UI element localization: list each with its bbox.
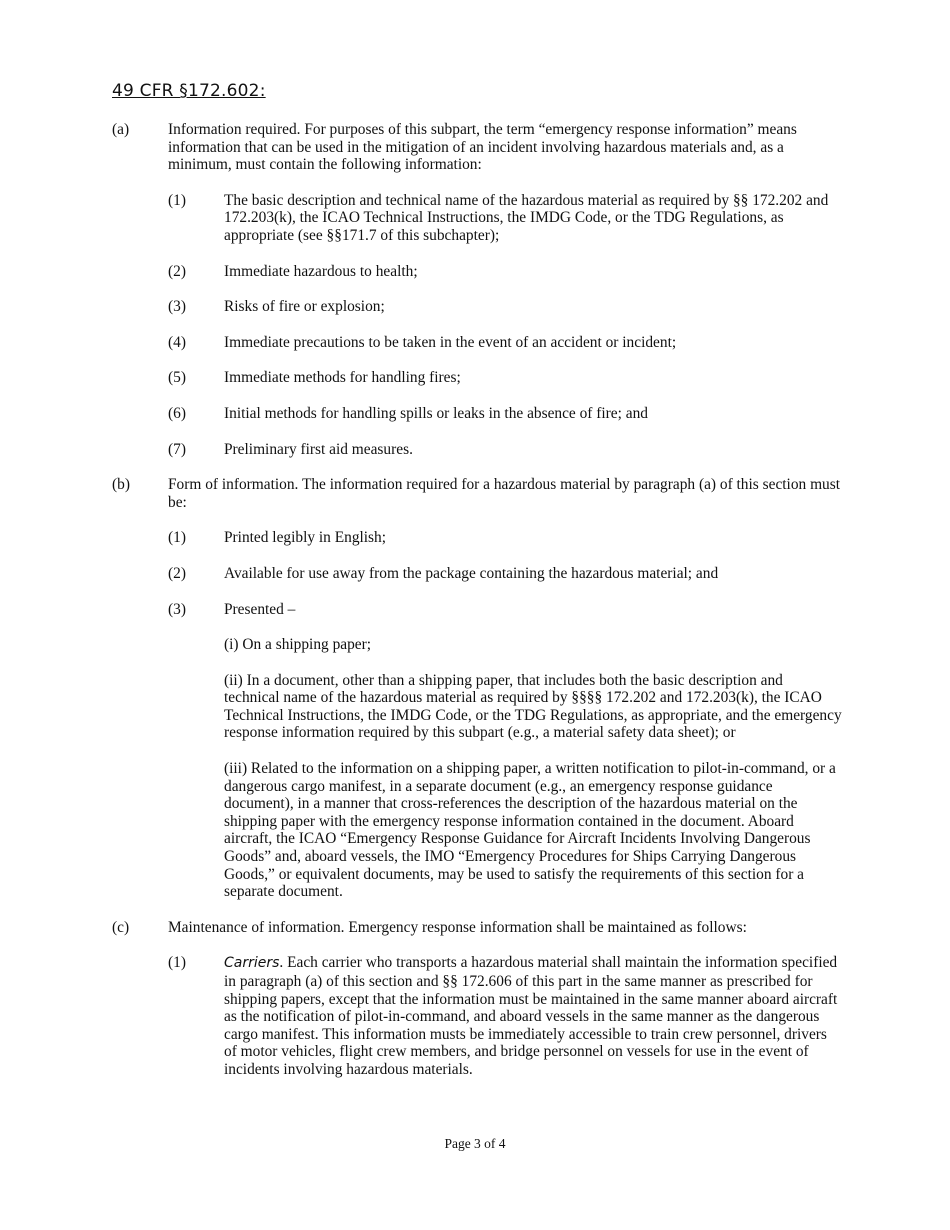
carriers-text: . Each carrier who transports a hazardous material shall maintain the information specified in paragraph (a) of this section and §§ 172.606 of this part in the same manner as prescribed for shipping papers, except that the information must be maintained in the same manner aboard aircraft as the notification of pilot-in-command, and aboard vessels in the same manner as the dangerous cargo manifest. This information musts be immediately accessible to train crew personnel, drivers of motor vehicles, flight crew members, and bridge personnel on vessels for use in the event of incidents involving hazardous materials. xyxy=(224,954,838,1078)
item-text: Risks of fire or explosion; xyxy=(224,298,385,316)
item-text: Immediate precautions to be taken in the event of an accident or incident; xyxy=(224,333,677,351)
item-text: Printed legibly in English; xyxy=(224,529,387,547)
item-text: Immediate hazardous to health; xyxy=(224,262,418,280)
item-label: (1) xyxy=(168,954,186,972)
presented-item: (i) On a shipping paper; xyxy=(224,636,372,654)
list-item xyxy=(168,334,842,352)
section-c xyxy=(112,919,842,937)
list-item xyxy=(168,565,842,583)
list-item xyxy=(168,192,842,245)
item-label: (5) xyxy=(168,369,186,387)
section-label: (a) xyxy=(112,121,130,138)
item-label: (7) xyxy=(168,440,186,458)
list-item xyxy=(168,601,842,619)
carriers-lead: Carriers xyxy=(224,955,280,972)
section-text: Information required. For purposes of this subpart, the term “emergency response information” means information that can be used in the mitigation of an incident involving hazardous materials and, as a minimum, must contain the following information: xyxy=(168,121,797,174)
item-text: Preliminary first aid measures. xyxy=(224,440,413,458)
section-a xyxy=(112,121,842,174)
document-body xyxy=(112,121,842,1079)
item-label: (2) xyxy=(168,262,186,280)
item-label: (4) xyxy=(168,333,186,351)
item-label: (2) xyxy=(168,564,186,582)
list-item xyxy=(168,954,842,1078)
item-label: (3) xyxy=(168,298,186,316)
item-text: Available for use away from the package containing the hazardous material; and xyxy=(224,564,719,582)
item-label: (6) xyxy=(168,404,186,422)
item-text: Presented – xyxy=(224,600,296,618)
list-item xyxy=(168,369,842,387)
list-item xyxy=(168,263,842,281)
item-text: Immediate methods for handling fires; xyxy=(224,369,461,387)
item-text: The basic description and technical name of the hazardous material as required by §§ 172.202 and 172.203(k), the ICAO Technical Instructions, the IMDG Code, or the TDG Regulations, as appropriate (see §§171.7 of this subchapter); xyxy=(224,191,829,244)
item-label: (1) xyxy=(168,529,186,547)
section-label: (c) xyxy=(112,918,130,936)
presented-item: (ii) In a document, other than a shipping paper, that includes both the basic description and technical name of the hazardous material as required by §§§§ 172.202 and 172.203(k), the ICAO Technical Instructions, the IMDG Code, or the TDG Regulations, as appropriate, and the emergency response information required by this subpart (e.g., a material safety data sheet); or xyxy=(224,671,842,742)
section-b xyxy=(112,476,842,511)
item-label: (1) xyxy=(168,191,186,209)
section-text: Form of information. The information required for a hazardous material by paragraph (a) of this section must be: xyxy=(168,476,840,511)
list-item xyxy=(168,441,842,459)
list-item xyxy=(168,405,842,423)
page-footer: Page 3 of 4 xyxy=(444,1136,506,1151)
list-item xyxy=(168,298,842,316)
item-label: (3) xyxy=(168,600,186,618)
section-label: (b) xyxy=(112,476,130,494)
item-text: Initial methods for handling spills or leaks in the absence of fire; and xyxy=(224,404,648,422)
section-text: Maintenance of information. Emergency response information shall be maintained as follows: xyxy=(168,918,747,936)
item-text xyxy=(224,954,842,1078)
list-item xyxy=(168,529,842,547)
presented-item: (iii) Related to the information on a shipping paper, a written notification to pilot-in-command, or a dangerous cargo manifest, in a separate document (e.g., an emergency response guidance document), in a manner that cross-references the description of the hazardous material on the shipping paper with the emergency response information contained in the document. Aboard aircraft, the ICAO “Emergency Response Guidance for Aircraft Incidents Involving Dangerous Goods” and, aboard vessels, the IMO “Emergency Procedures for Ships Carrying Dangerous Goods,” or equivalent documents, may be used to satisfy the requirements of this section for a separate document. xyxy=(224,760,836,901)
page-title: 49 CFR §172.602: xyxy=(112,81,266,101)
